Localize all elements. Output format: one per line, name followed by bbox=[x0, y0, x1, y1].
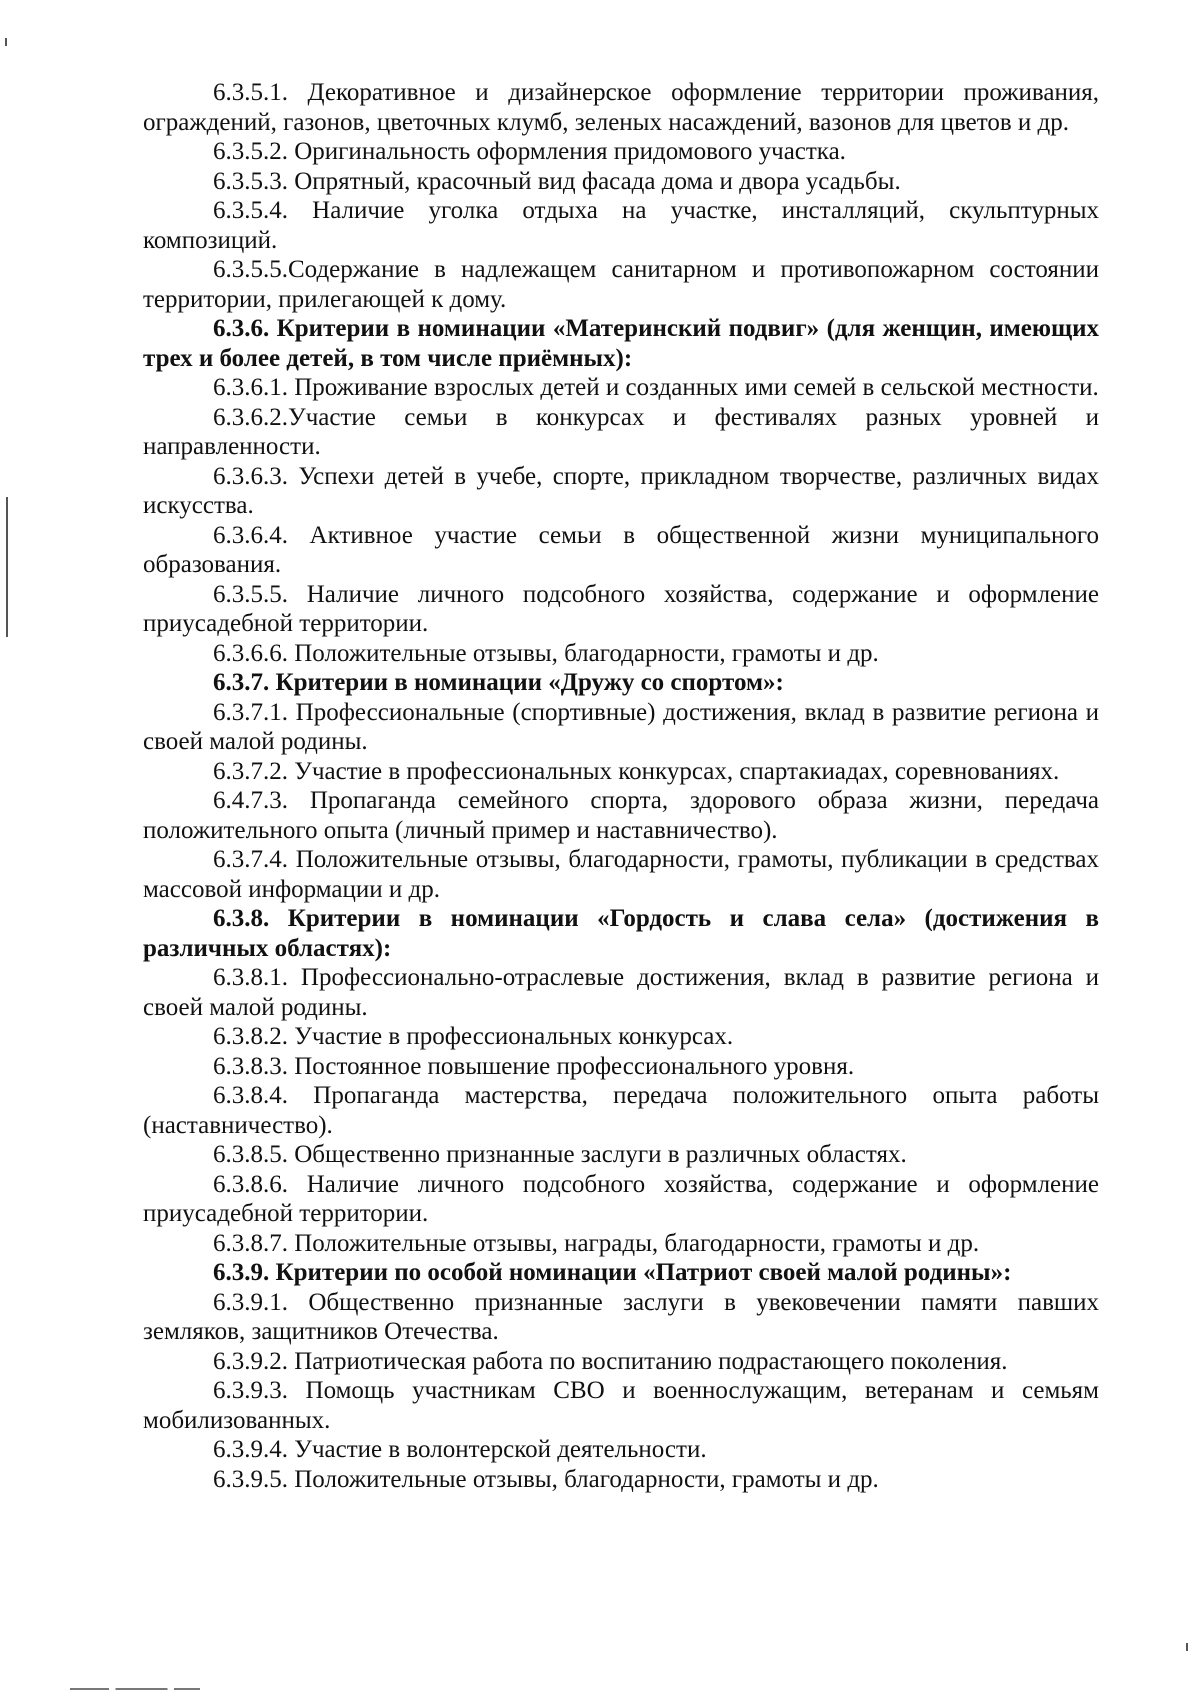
paragraph-6-3-6-6: 6.3.6.6. Положительные отзывы, благодарности, грамоты и др. bbox=[213, 639, 879, 667]
paragraph-6-4-7-3: 6.4.7.3. Пропаганда семейного спорта, здорового образа жизни, передача положительного опыта (личный пример и наставничество). bbox=[143, 787, 1099, 844]
section-heading-6-3-6: 6.3.6. Критерии в номинации «Материнский подвиг» (для женщин, имеющих трех и более детей, в том числе приёмных): bbox=[143, 315, 1099, 372]
paragraph-6-3-6-3: 6.3.6.3. Успехи детей в учебе, спорте, прикладном творчестве, различных видах искусства. bbox=[143, 462, 1099, 519]
scan-artifact-right-edge bbox=[1186, 1643, 1188, 1651]
section-heading-6-3-9: 6.3.9. Критерии по особой номинации «Патриот своей малой родины»: bbox=[213, 1259, 1012, 1286]
paragraph-6-3-8-2: 6.3.8.2. Участие в профессиональных конкурсах. bbox=[213, 1023, 734, 1050]
paragraph-6-3-5-3: 6.3.5.3. Опрятный, красочный вид фасада дома и двора усадьбы. bbox=[213, 167, 901, 195]
paragraph-6-3-6-1: 6.3.6.1. Проживание взрослых детей и созданных ими семей в сельской местности. bbox=[213, 374, 1099, 401]
document-page bbox=[143, 78, 1099, 1494]
paragraph-6-3-9-2: 6.3.9.2. Патриотическая работа по воспитанию подрастающего поколения. bbox=[213, 1347, 1008, 1375]
paragraph-6-3-6-4: 6.3.6.4. Активное участие семьи в общественной жизни муниципального образования. bbox=[143, 521, 1099, 578]
paragraph-6-3-9-3: 6.3.9.3. Помощь участникам СВО и военнослужащим, ветеранам и семьям мобилизованных. bbox=[143, 1377, 1099, 1434]
paragraph-6-3-5-5: 6.3.5.5.Содержание в надлежащем санитарном и противопожарном состоянии территории, прилегающей к дому. bbox=[143, 256, 1099, 313]
paragraph-6-3-6-2: 6.3.6.2.Участие семьи в конкурсах и фестивалях разных уровней и направленности. bbox=[143, 403, 1099, 460]
scan-artifact-bottom bbox=[70, 1688, 200, 1690]
section-heading-6-3-8: 6.3.8. Критерии в номинации «Гордость и слава села» (достижения в различных областях): bbox=[143, 905, 1099, 962]
paragraph-6-3-9-5: 6.3.9.5. Положительные отзывы, благодарности, грамоты и др. bbox=[213, 1465, 879, 1493]
paragraph-6-3-6-5: 6.3.5.5. Наличие личного подсобного хозяйства, содержание и оформление приусадебной территории. bbox=[143, 580, 1099, 637]
paragraph-6-3-8-1: 6.3.8.1. Профессионально-отраслевые достижения, вклад в развитие региона и своей малой родины. bbox=[143, 964, 1099, 1021]
paragraph-6-3-9-4: 6.3.9.4. Участие в волонтерской деятельности. bbox=[213, 1436, 707, 1463]
paragraph-6-3-8-3: 6.3.8.3. Постоянное повышение профессионального уровня. bbox=[213, 1052, 855, 1080]
paragraph-6-3-8-6: 6.3.8.6. Наличие личного подсобного хозяйства, содержание и оформление приусадебной территории. bbox=[143, 1170, 1099, 1227]
scan-artifact-top-left bbox=[5, 38, 7, 46]
paragraph-6-3-5-4: 6.3.5.4. Наличие уголка отдыха на участке, инсталляций, скульптурных композиций. bbox=[143, 197, 1099, 254]
paragraph-6-3-7-4: 6.3.7.4. Положительные отзывы, благодарности, грамоты, публикации в средствах массовой информации и др. bbox=[143, 846, 1099, 903]
scan-artifact-left-edge bbox=[6, 497, 8, 637]
section-heading-6-3-7: 6.3.7. Критерии в номинации «Дружу со спортом»: bbox=[213, 669, 784, 696]
paragraph-6-3-7-1: 6.3.7.1. Профессиональные (спортивные) достижения, вклад в развитие региона и своей малой родины. bbox=[143, 698, 1099, 755]
paragraph-6-3-8-7: 6.3.8.7. Положительные отзывы, награды, благодарности, грамоты и др. bbox=[213, 1229, 980, 1257]
paragraph-6-3-5-1: 6.3.5.1. Декоративное и дизайнерское оформление территории проживания, ограждений, газонов, цветочных клумб, зеленых насаждений, вазонов для цветов и др. bbox=[143, 79, 1099, 136]
paragraph-6-3-5-2: 6.3.5.2. Оригинальность оформления придомового участка. bbox=[213, 138, 846, 165]
paragraph-6-3-8-4: 6.3.8.4. Пропаганда мастерства, передача положительного опыта работы (наставничество). bbox=[143, 1082, 1099, 1139]
paragraph-6-3-9-1: 6.3.9.1. Общественно признанные заслуги в увековечении памяти павших земляков, защитников Отечества. bbox=[143, 1288, 1099, 1345]
paragraph-6-3-8-5: 6.3.8.5. Общественно признанные заслуги в различных областях. bbox=[213, 1141, 907, 1168]
paragraph-6-3-7-2: 6.3.7.2. Участие в профессиональных конкурсах, спартакиадах, соревнованиях. bbox=[213, 757, 1060, 785]
